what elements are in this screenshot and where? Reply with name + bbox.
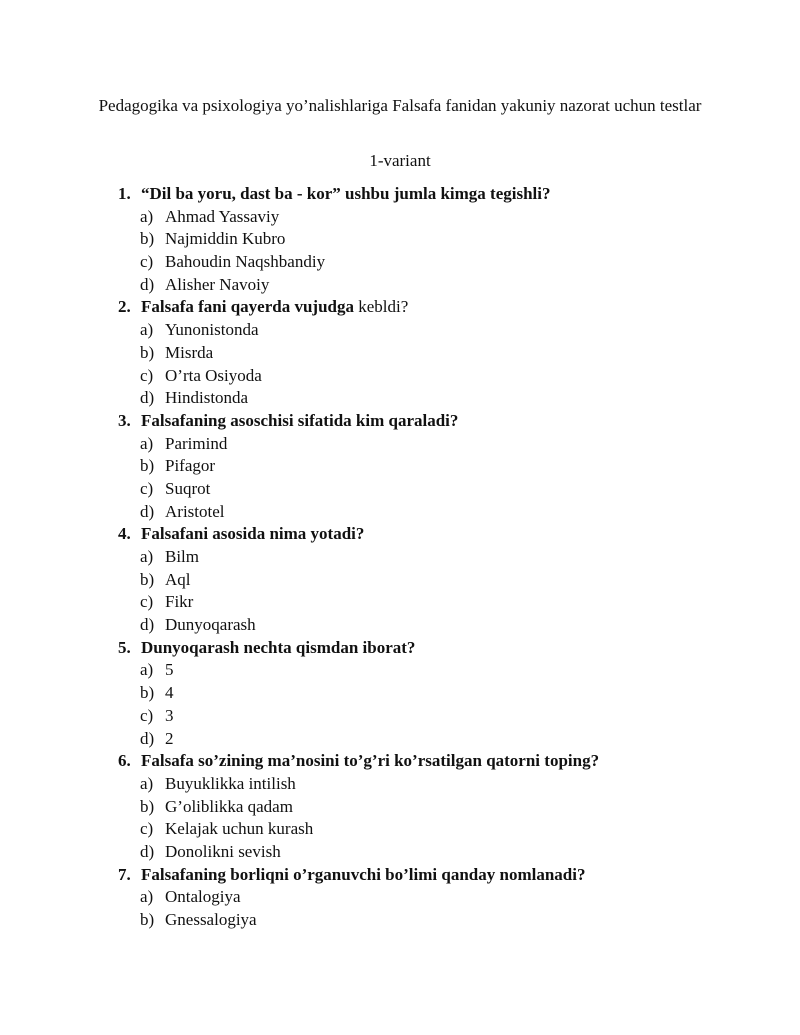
option-text: Alisher Navoiy	[165, 274, 270, 294]
option-text: Aql	[165, 569, 191, 589]
question-4	[118, 523, 758, 636]
answer-option	[118, 319, 758, 342]
option-letter: b)	[140, 569, 155, 589]
question-text	[141, 410, 458, 433]
option-text: Pifagor	[165, 456, 216, 476]
option-text: 2	[165, 728, 174, 748]
option-text: Hindistonda	[165, 388, 249, 408]
option-letter: d)	[140, 728, 155, 748]
answer-option	[118, 591, 758, 614]
document-title: Pedagogika va psixologiya yo’nalishlariga Falsafa fanidan yakuniy nazorat uchun testlar	[98, 96, 702, 115]
question-6	[118, 750, 758, 863]
option-text: Najmiddin Kubro	[165, 229, 286, 249]
option-letter: b)	[140, 342, 155, 362]
answer-option	[118, 206, 758, 229]
option-text: G’oliblikka qadam	[165, 796, 293, 816]
option-letter: d)	[140, 501, 155, 521]
question-text	[141, 637, 415, 660]
question-text-bold: Falsafaning asoschisi sifatida kim qaraladi?	[141, 410, 459, 430]
answer-option	[118, 682, 758, 705]
question-line	[118, 410, 758, 433]
answer-option	[118, 501, 758, 524]
answer-option	[118, 705, 758, 728]
option-letter: c)	[140, 819, 154, 839]
option-letter: a)	[140, 773, 154, 793]
option-text: Gnessalogiya	[165, 910, 257, 929]
answer-option	[118, 455, 758, 478]
option-letter: c)	[140, 365, 154, 385]
question-2	[118, 296, 758, 409]
question-text-bold: Dunyoqarash nechta qismdan iborat?	[141, 637, 416, 657]
question-7	[118, 864, 758, 932]
question-5	[118, 637, 758, 750]
answer-option	[118, 796, 758, 819]
option-text: 4	[165, 683, 174, 703]
option-text: Bahoudin Naqshbandiy	[165, 252, 326, 272]
question-text-bold: Falsafani asosida nima yotadi?	[141, 524, 365, 544]
option-letter: b)	[140, 683, 155, 703]
option-letter: a)	[140, 433, 154, 453]
option-text: Fikr	[165, 592, 194, 612]
question-text	[141, 750, 599, 773]
option-letter: d)	[140, 274, 155, 294]
question-number: 4.	[118, 524, 131, 544]
question-text-bold: “Dil ba yoru, dast ba - kor” ushbu jumla kimga tegishli?	[141, 184, 551, 203]
option-text: Donolikni sevish	[165, 841, 281, 861]
answer-option	[118, 228, 758, 251]
answer-option	[118, 818, 758, 841]
question-line	[118, 296, 758, 319]
option-text: Kelajak uchun kurash	[165, 819, 314, 839]
option-text: Buyuklikka intilish	[165, 773, 296, 793]
option-letter: c)	[140, 252, 154, 272]
option-letter: b)	[140, 910, 155, 929]
option-letter: d)	[140, 615, 155, 635]
answer-option	[118, 478, 758, 501]
option-text: Ahmad Yassaviy	[165, 206, 280, 226]
option-text: Suqrot	[165, 478, 211, 498]
question-line	[118, 637, 758, 660]
answer-option	[118, 614, 758, 637]
answer-option	[118, 909, 758, 932]
option-letter: a)	[140, 206, 154, 226]
option-text: Bilm	[165, 547, 200, 566]
option-text: Parimind	[165, 433, 228, 453]
option-text: Yunonistonda	[165, 320, 259, 340]
answer-option	[118, 251, 758, 274]
question-number: 1.	[118, 184, 131, 203]
question-list	[118, 183, 758, 932]
answer-option	[118, 365, 758, 388]
question-text	[141, 183, 551, 206]
option-text: Dunyoqarash	[165, 615, 256, 635]
question-number: 5.	[118, 637, 131, 657]
option-letter: d)	[140, 388, 155, 408]
answer-option	[118, 569, 758, 592]
question-text-bold: Falsafaning borliqni o’rganuvchi bo’limi qanday nomlanadi?	[141, 864, 586, 884]
option-letter: a)	[140, 320, 154, 340]
question-text-bold: Falsafa fani qayerda vujudga	[141, 297, 354, 317]
option-text: Aristotel	[165, 501, 225, 521]
question-number: 3.	[118, 410, 131, 430]
question-text	[141, 864, 585, 887]
answer-option	[118, 274, 758, 297]
question-line	[118, 750, 758, 773]
option-letter: c)	[140, 592, 154, 612]
question-line	[118, 864, 758, 887]
question-line	[118, 523, 758, 546]
question-number: 2.	[118, 297, 131, 317]
answer-option	[118, 342, 758, 365]
option-text: Misrda	[165, 342, 214, 362]
option-letter: b)	[140, 229, 155, 249]
question-text-bold: Falsafa so’zining ma’nosini to’g’ri ko’rsatilgan qatorni toping?	[141, 751, 600, 771]
option-letter: a)	[140, 660, 154, 680]
answer-option	[118, 728, 758, 751]
answer-option	[118, 773, 758, 796]
question-text	[141, 296, 408, 319]
option-text: 3	[165, 705, 174, 725]
option-letter: a)	[140, 887, 154, 907]
option-letter: b)	[140, 456, 155, 476]
question-text	[141, 523, 364, 546]
answer-option	[118, 387, 758, 410]
option-letter: b)	[140, 796, 155, 816]
question-number: 7.	[118, 864, 131, 884]
option-text: O’rta Osiyoda	[165, 365, 262, 385]
answer-option	[118, 659, 758, 682]
option-letter: a)	[140, 547, 154, 566]
answer-option	[118, 433, 758, 456]
question-text-rest: kebldi?	[354, 297, 409, 317]
answer-option	[118, 841, 758, 864]
option-letter: c)	[140, 705, 154, 725]
answer-option	[118, 546, 758, 569]
option-text: 5	[165, 660, 174, 680]
answer-option	[118, 886, 758, 909]
option-letter: d)	[140, 841, 155, 861]
option-letter: c)	[140, 478, 154, 498]
question-number: 6.	[118, 751, 131, 771]
variant-label: 1-variant	[369, 151, 431, 170]
question-1	[118, 183, 758, 296]
option-text: Ontalogiya	[165, 887, 241, 907]
question-line	[118, 183, 758, 206]
question-3	[118, 410, 758, 523]
